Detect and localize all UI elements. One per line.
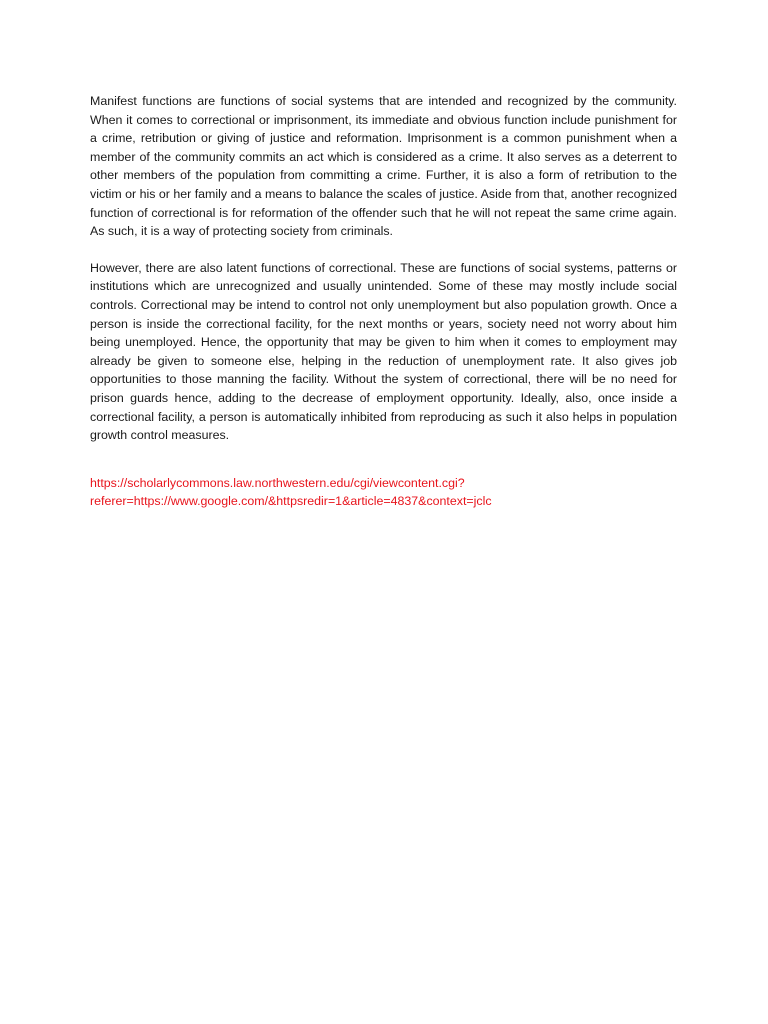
document-body [90, 92, 677, 511]
paragraph-manifest-functions: Manifest functions are functions of social systems that are intended and recognized by the community. When it comes to correctional or imprisonment, its immediate and obvious function include punishment for a crime, retribution or giving of justice and reformation. Imprisonment is a common punishment when a member of the community commits an act which is considered as a crime. It also serves as a deterrent to other members of the population from committing a crime. Further, it is also a form of retribution to the victim or his or her family and a means to balance the scales of justice. Aside from that, another recognized function of correctional is for reformation of the offender such that he will not repeat the same crime again. As such, it is a way of protecting society from criminals. [90, 94, 677, 239]
paragraph-latent-functions: However, there are also latent functions of correctional. These are functions of social systems, patterns or institutions which are unrecognized and usually unintended. Some of these may mostly include social controls. Correctional may be intend to control not only unemployment but also population growth. Once a person is inside the correctional facility, for the next months or years, society need not worry about him being unemployed. Hence, the opportunity that may be given to him when it comes to employment may already be given to someone else, helping in the reduction of unemployment rate. It also gives job opportunities to those manning the facility. Without the system of correctional, there will be no need for prison guards hence, adding to the decrease of employment opportunity. Ideally, also, once inside a correctional facility, a person is automatically inhibited from reproducing as such it also helps in population growth control measures. [90, 260, 677, 443]
source-link[interactable]: https://scholarlycommons.law.northwestern.edu/cgi/viewcontent.cgi?referer=https://www.google.com/&httpsredir=1&article=4837&context=jclc [90, 475, 492, 509]
